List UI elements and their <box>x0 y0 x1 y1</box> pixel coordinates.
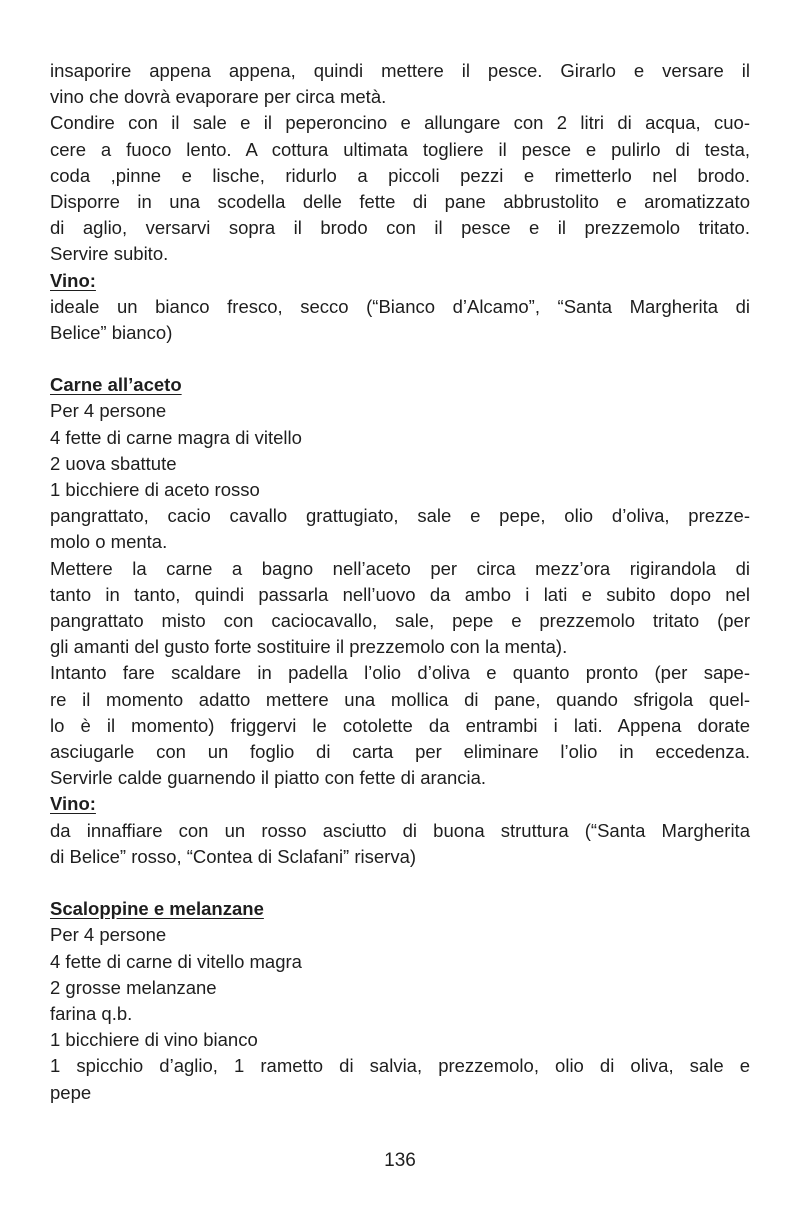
ingredient-line: pangrattato, cacio cavallo grattugiato, sale e pepe, olio d’oliva, prezze- <box>50 505 750 527</box>
recipe-carne-all-aceto <box>50 372 750 870</box>
text-line: di aglio, versarvi sopra il brodo con il pesce e il prezzemolo tritato. <box>50 217 750 239</box>
ingredient-line: 4 fette di carne di vitello magra <box>50 950 302 972</box>
text-line: coda ,pinne e lische, ridurlo a piccoli pezzi e rimetterlo nel brodo. <box>50 164 750 186</box>
wine-section-1 <box>50 268 750 347</box>
section-gap <box>50 870 750 896</box>
intro-paragraph-2 <box>50 110 750 267</box>
ingredient-line: Per 4 persone <box>50 400 167 422</box>
text-line: da innaffiare con un rosso asciutto di buona struttura (“Santa Margherita <box>50 819 750 841</box>
text-line: asciugarle con un foglio di carta per eliminare l’olio in eccedenza. <box>50 741 750 763</box>
text-line: pangrattato misto con caciocavallo, sale, pepe e prezzemolo tritato (per <box>50 610 750 632</box>
recipe-scaloppine-e-melanzane <box>50 896 750 1106</box>
text-line: di Belice” rosso, “Contea di Sclafani” riserva) <box>50 845 417 867</box>
ingredient-line: farina q.b. <box>50 1002 133 1024</box>
recipe-title: Scaloppine e melanzane <box>50 898 264 920</box>
ingredient-line: 4 fette di carne magra di vitello <box>50 426 302 448</box>
text-line: Disporre in una scodella delle fette di pane abbrustolito e aromatizzato <box>50 191 750 213</box>
text-line: Servire subito. <box>50 243 169 265</box>
text-line: Condire con il sale e il peperoncino e allungare con 2 litri di acqua, cuo- <box>50 112 750 134</box>
ingredient-line: 1 spicchio d’aglio, 1 rametto di salvia, prezzemolo, olio di oliva, sale e <box>50 1055 750 1077</box>
text-line: cere a fuoco lento. A cottura ultimata togliere il pesce e pulirlo di testa, <box>50 138 750 160</box>
recipe-title: Carne all’aceto <box>50 374 182 396</box>
text-line: Belice” bianco) <box>50 322 173 344</box>
text-line: Servirle calde guarnendo il piatto con fette di arancia. <box>50 767 487 789</box>
text-line: tanto in tanto, quindi passarla nell’uovo da ambo i lati e subito dopo nel <box>50 583 750 605</box>
ingredient-line: 2 uova sbattute <box>50 452 177 474</box>
ingredient-line: 2 grosse melanzane <box>50 976 217 998</box>
ingredient-line: 1 bicchiere di aceto rosso <box>50 479 260 501</box>
page-number: 136 <box>384 1150 416 1171</box>
ingredient-line: pepe <box>50 1081 92 1103</box>
text-line: lo è il momento) friggervi le cotolette da entrambi i lati. Appena dorate <box>50 714 750 736</box>
ingredient-line: Per 4 persone <box>50 924 167 946</box>
text-line: Intanto fare scaldare in padella l’olio d’oliva e quanto pronto (per sape- <box>50 662 750 684</box>
page-body <box>50 58 750 1106</box>
intro-paragraph-1 <box>50 58 750 110</box>
wine-heading: Vino: <box>50 793 96 815</box>
text-line: ideale un bianco fresco, secco (“Bianco d’Alcamo”, “Santa Margherita di <box>50 295 750 317</box>
ingredient-line: molo o menta. <box>50 531 168 553</box>
text-line: re il momento adatto mettere una mollica di pane, quando sfrigola quel- <box>50 688 750 710</box>
text-line: gli amanti del gusto forte sostituire il prezzemolo con la menta). <box>50 636 568 658</box>
section-gap <box>50 346 750 372</box>
text-line: insaporire appena appena, quindi mettere il pesce. Girarlo e versare il <box>50 60 750 81</box>
text-line: Mettere la carne a bagno nell’aceto per circa mezz’ora rigirandola di <box>50 557 750 579</box>
wine-heading: Vino: <box>50 269 96 291</box>
text-line: vino che dovrà evaporare per circa metà. <box>50 86 387 108</box>
ingredient-line: 1 bicchiere di vino bianco <box>50 1029 258 1051</box>
